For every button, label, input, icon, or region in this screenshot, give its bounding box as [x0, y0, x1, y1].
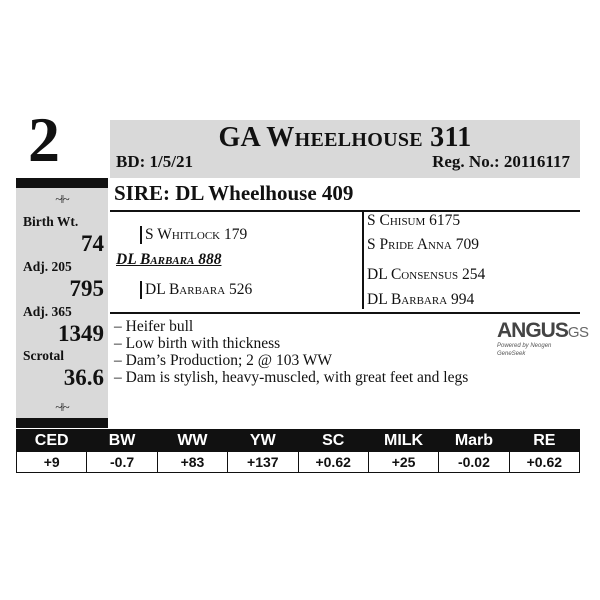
birth-date: BD: 1/5/21 — [116, 152, 193, 171]
dam-dam-dam: DL Barbara 994 — [367, 291, 475, 308]
remark-item: – Dam is stylish, heavy-muscled, with great feet and legs — [114, 369, 469, 386]
logo-tagline: Powered by Neogen GeneSeek — [497, 343, 552, 357]
epd-value: +83 — [157, 452, 227, 473]
adj-365-value: 1349 — [58, 321, 104, 346]
epd-header: CED — [17, 430, 87, 452]
sire-line: SIRE: DL Wheelhouse 409 — [114, 181, 354, 205]
angus-gs-logo — [497, 319, 589, 357]
pedigree-bracket — [140, 281, 142, 299]
sire-sire: S Chisum 6175 — [367, 212, 461, 229]
pedigree-divider — [362, 211, 364, 309]
header-bar — [110, 120, 580, 178]
epd-value: +0.62 — [509, 452, 579, 473]
registration-number: Reg. No.: 20116117 — [432, 152, 570, 171]
panel-top-bar — [16, 178, 108, 188]
epd-header: RE — [509, 430, 579, 452]
remarks-list — [114, 318, 468, 386]
epd-header: WW — [157, 430, 227, 452]
divider — [110, 312, 580, 314]
dam-name: DL Barbara 888 — [116, 251, 222, 268]
divider — [110, 210, 580, 212]
epd-value: +25 — [368, 452, 438, 473]
ornament-icon: ~‖~ — [55, 400, 69, 414]
epd-value: +0.62 — [298, 452, 368, 473]
dam-dam: DL Barbara 526 — [145, 281, 253, 298]
scrotal-label: Scrotal — [23, 348, 64, 363]
epd-value: +137 — [228, 452, 298, 473]
epd-table — [16, 429, 580, 473]
epd-header: SC — [298, 430, 368, 452]
epd-header-row — [17, 430, 580, 452]
epd-value: -0.02 — [439, 452, 509, 473]
epd-value: +9 — [17, 452, 87, 473]
remark-item: – Low birth with thickness — [114, 335, 281, 352]
birth-weight-label: Birth Wt. — [23, 214, 79, 229]
epd-header: YW — [228, 430, 298, 452]
scrotal-value: 36.6 — [63, 365, 104, 390]
epd-header: Marb — [439, 430, 509, 452]
sire-dam: S Whitlock 179 — [145, 226, 248, 243]
logo-suffix: GS — [567, 324, 589, 341]
ornament-icon: ~‖~ — [55, 192, 69, 206]
panel-bottom-bar — [16, 418, 108, 428]
dam-sire: DL Consensus 254 — [367, 266, 486, 283]
performance-panel — [16, 178, 108, 428]
birth-weight-value: 74 — [81, 231, 104, 256]
remark-item: – Heifer bull — [114, 318, 194, 335]
lot-number: 2 — [28, 104, 60, 175]
logo-word: ANGUS — [497, 319, 568, 342]
epd-value-row — [17, 452, 580, 473]
adj-205-value: 795 — [69, 276, 104, 301]
animal-name: GA Wheelhouse 311 — [218, 122, 472, 153]
pedigree-bracket — [140, 226, 142, 244]
remark-item: – Dam’s Production; 2 @ 103 WW — [114, 352, 333, 369]
epd-header: MILK — [368, 430, 438, 452]
epd-value: -0.7 — [87, 452, 157, 473]
sire-dam-dam: S Pride Anna 709 — [367, 236, 479, 253]
epd-header: BW — [87, 430, 157, 452]
adj-365-label: Adj. 365 — [23, 304, 72, 319]
adj-205-label: Adj. 205 — [23, 259, 72, 274]
